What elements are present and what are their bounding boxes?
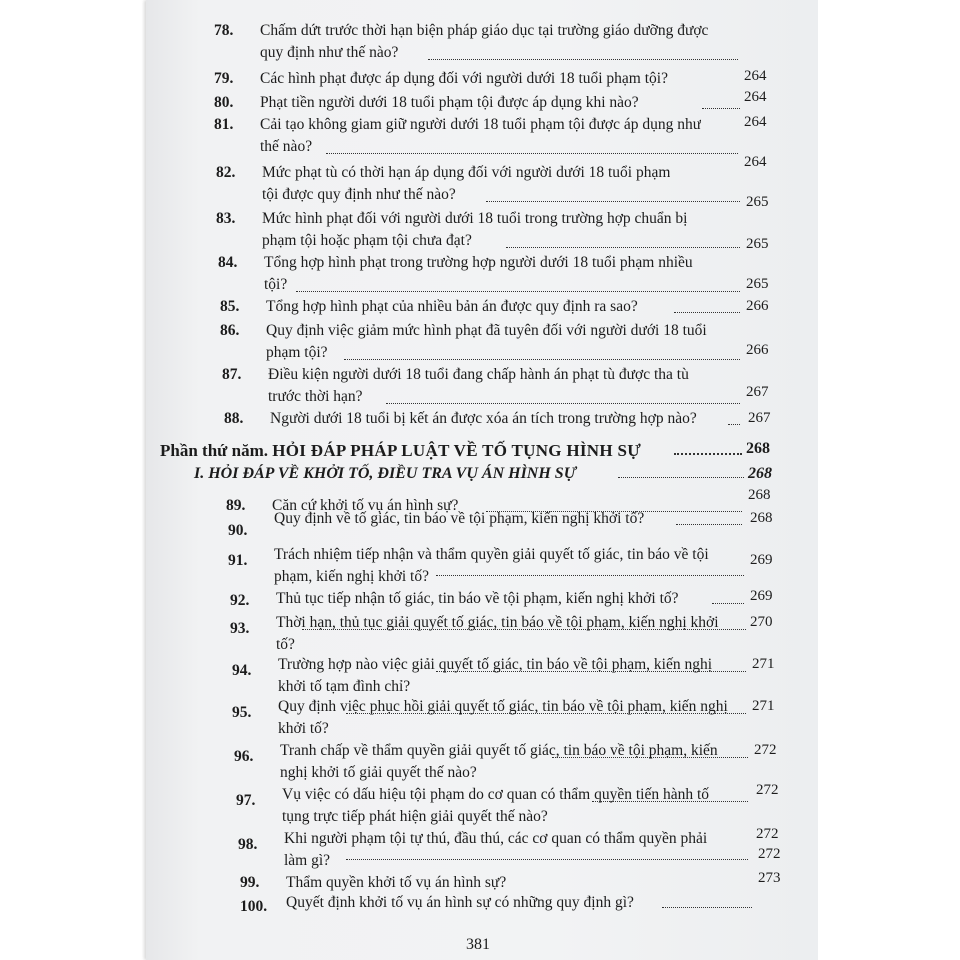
entry-title-cont: phạm tội hoặc phạm tội chưa đạt?: [262, 232, 472, 249]
part-page-ref: 268: [746, 440, 770, 457]
section-title: I. HỎI ĐÁP VỀ KHỞI TỐ, ĐIỀU TRA VỤ ÁN HÌNH SỰ: [194, 465, 577, 482]
page-ref: 271: [752, 698, 775, 714]
leader-dots: [662, 906, 752, 908]
entry-title: Tranh chấp về thẩm quyền giải quyết tố giác, tin báo về tội phạm, kiến: [280, 742, 718, 759]
entry-title: Quy định việc giảm mức hình phạt đã tuyên đối với người dưới 18 tuổi: [266, 322, 707, 339]
entry-title: Thẩm quyền khởi tố vụ án hình sự?: [286, 874, 507, 891]
entry-number: 95.: [232, 704, 252, 721]
entry-number: 81.: [214, 116, 234, 133]
entry-number: 80.: [214, 94, 234, 111]
page-ref: 268: [748, 487, 771, 503]
entry-number: 78.: [214, 22, 234, 39]
leader-dots: [346, 712, 746, 714]
entry-title: Điều kiện người dưới 18 tuổi đang chấp hành án phạt tù được tha tù: [268, 366, 689, 383]
leader-dots: [436, 670, 746, 672]
page-ref: 269: [750, 552, 773, 568]
entry-title-cont: tụng trực tiếp phát hiện giải quyết thế nào?: [282, 808, 548, 825]
entry-number: 84.: [218, 254, 238, 271]
page-ref: 264: [744, 154, 767, 170]
entry-number: 94.: [232, 662, 252, 679]
page-ref: 264: [744, 114, 767, 130]
leader-dots: [618, 476, 744, 478]
entry-title: Quyết định khởi tố vụ án hình sự có những quy định gì?: [286, 894, 634, 911]
entry-title: Trách nhiệm tiếp nhận và thẩm quyền giải quyết tố giác, tin báo về tội: [274, 546, 709, 563]
leader-dots: [326, 152, 738, 154]
section-page-ref: 268: [748, 465, 772, 482]
leader-dots: [296, 290, 740, 292]
entry-number: 92.: [230, 592, 250, 609]
entry-number: 79.: [214, 70, 234, 87]
page-ref: 265: [746, 194, 769, 210]
leader-dots: [506, 246, 740, 248]
part-title: HỎI ĐÁP PHÁP LUẬT VỀ TỐ TỤNG HÌNH SỰ: [272, 441, 642, 460]
entry-title-cont: phạm, kiến nghị khởi tố?: [274, 568, 429, 585]
page-ref: 272: [756, 782, 779, 798]
leader-dots: [346, 858, 748, 860]
entry-title-cont: thế nào?: [260, 138, 313, 155]
entry-title: Trường hợp nào việc giải quyết tố giác, tin báo về tội phạm, kiến nghị: [278, 656, 713, 673]
entry-title: Tổng hợp hình phạt của nhiều bản án được quy định ra sao?: [266, 298, 638, 315]
entry-title-cont: nghị khởi tố giải quyết thế nào?: [280, 764, 477, 781]
entry-title-cont: tội?: [264, 276, 288, 293]
book-page: [146, 0, 818, 960]
entry-title-cont: khởi tố?: [278, 720, 329, 737]
page-ref: 270: [750, 614, 773, 630]
leader-dots: [676, 523, 742, 525]
page-ref: 271: [752, 656, 775, 672]
page-ref: 264: [744, 68, 767, 84]
leader-dots: [552, 756, 748, 758]
entry-number: 83.: [216, 210, 236, 227]
leader-dots: [674, 311, 740, 313]
page-ref: 267: [746, 384, 769, 400]
entry-title: Quy định việc phục hồi giải quyết tố giác, tin báo về tội phạm, kiến nghị: [278, 698, 728, 715]
part-prefix: Phần thứ năm.: [160, 441, 268, 460]
leader-dots: [702, 107, 740, 109]
page-ref: 264: [744, 89, 767, 105]
entry-number: 90.: [228, 522, 248, 539]
entry-number: 87.: [222, 366, 242, 383]
background: [818, 0, 960, 960]
entry-number: 93.: [230, 620, 250, 637]
leader-dots: [592, 800, 748, 802]
entry-title: Căn cứ khởi tố vụ án hình sự?: [272, 497, 459, 514]
page-ref: 269: [750, 588, 773, 604]
entry-title: Phạt tiền người dưới 18 tuổi phạm tội được áp dụng khi nào?: [260, 94, 639, 111]
entry-number: 100.: [240, 898, 268, 915]
entry-title: Vụ việc có dấu hiệu tội phạm do cơ quan có thẩm quyền tiến hành tố: [282, 786, 710, 803]
page-ref: 266: [746, 342, 769, 358]
entry-title: Mức hình phạt đối với người dưới 18 tuổi trong trường hợp chuẩn bị: [262, 210, 688, 227]
entry-title: Cải tạo không giam giữ người dưới 18 tuổi phạm tội được áp dụng như: [260, 116, 702, 133]
entry-number: 88.: [224, 410, 244, 427]
leader-dots: [428, 58, 738, 60]
entry-title-cont: làm gì?: [284, 852, 331, 869]
entry-number: 85.: [220, 298, 240, 315]
leader-dots: [728, 423, 740, 425]
leader-dots: [486, 200, 740, 202]
page-ref: 272: [756, 826, 779, 842]
section-heading: [194, 465, 576, 483]
part-heading: [160, 441, 641, 461]
entry-title-cont: tố?: [276, 636, 295, 653]
entry-title: Người dưới 18 tuổi bị kết án được xóa án tích trong trường hợp nào?: [270, 410, 697, 427]
leader-dots: [436, 574, 744, 576]
leader-dots: [302, 628, 746, 630]
entry-number: 96.: [234, 748, 254, 765]
entry-number: 97.: [236, 792, 256, 809]
leader-dots: [386, 402, 740, 404]
entry-title: Các hình phạt được áp dụng đối với người dưới 18 tuổi phạm tội?: [260, 70, 668, 87]
page-ref: 272: [758, 846, 781, 862]
entry-title: Thủ tục tiếp nhận tố giác, tin báo về tội phạm, kiến nghị khởi tố?: [276, 590, 679, 607]
page-ref: 266: [746, 298, 769, 314]
page-ref: 265: [746, 236, 769, 252]
entry-number: 91.: [228, 552, 248, 569]
page-ref: 267: [748, 410, 771, 426]
entry-title: Quy định về tố giác, tin báo về tội phạm, kiến nghị khởi tố?: [274, 510, 645, 527]
entry-number: 86.: [220, 322, 240, 339]
page-ref: 273: [758, 870, 781, 886]
leader-dots: [674, 452, 742, 455]
entry-number: 82.: [216, 164, 236, 181]
entry-number: 89.: [226, 497, 246, 514]
page-ref: 265: [746, 276, 769, 292]
leader-dots: [344, 358, 740, 360]
entry-title: Thời hạn, thủ tục giải quyết tố giác, tin báo về tội phạm, kiến nghị khởi: [276, 614, 719, 631]
entry-title-cont: trước thời hạn?: [268, 388, 363, 405]
entry-title-cont: quy định như thế nào?: [260, 44, 399, 61]
entry-title-cont: tội được quy định như thế nào?: [262, 186, 456, 203]
leader-dots: [712, 602, 744, 604]
entry-title: Chấm dứt trước thời hạn biện pháp giáo dục tại trường giáo dưỡng được: [260, 22, 709, 39]
entry-number: 98.: [238, 836, 258, 853]
entry-number: 99.: [240, 874, 260, 891]
entry-title: Khi người phạm tội tự thú, đầu thú, các cơ quan có thẩm quyền phải: [284, 830, 708, 847]
page-ref: 268: [750, 510, 773, 526]
entry-title: Tổng hợp hình phạt trong trường hợp người dưới 18 tuổi phạm nhiều: [264, 254, 693, 271]
page-ref: 272: [754, 742, 777, 758]
entry-title-cont: khởi tố tạm đình chỉ?: [278, 678, 411, 695]
entry-title-cont: phạm tội?: [266, 344, 328, 361]
entry-title: Mức phạt tù có thời hạn áp dụng đối với người dưới 18 tuổi phạm: [262, 164, 671, 181]
page-number: 381: [466, 936, 490, 953]
